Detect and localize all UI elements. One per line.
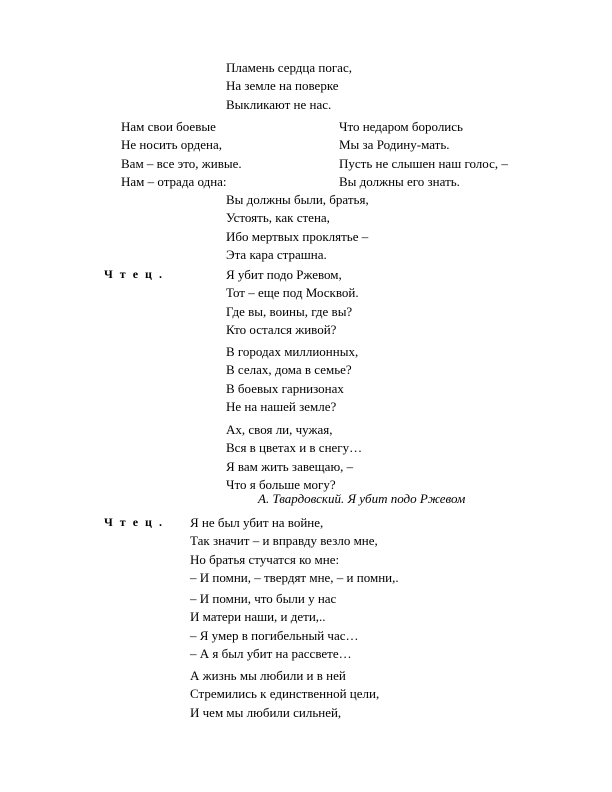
poem-line: Пламень сердца погас, bbox=[226, 60, 352, 75]
poem-line: – И помни, что были у нас bbox=[190, 591, 337, 606]
poem-line: – А я был убит на рассвете… bbox=[190, 646, 352, 662]
poem-line: Пусть не слышен наш голос, – bbox=[339, 155, 508, 171]
stanza-8 bbox=[190, 590, 359, 664]
poem-line: Где вы, воины, где вы? bbox=[226, 303, 353, 319]
poem-line: И матери наши, и дети,.. bbox=[190, 609, 326, 625]
poem-line: Эта кара страшна. bbox=[226, 247, 327, 263]
stanza-4 bbox=[226, 266, 359, 340]
poem-line: – Я умер в погибельный час… bbox=[190, 627, 359, 643]
poem-line: – И помни, – твердят мне, – и помни,. bbox=[190, 570, 399, 586]
poem-line: Тот – еще под Москвой. bbox=[226, 285, 359, 301]
poem-line: Кто остался живой? bbox=[226, 322, 337, 338]
poem-line: Я убит подо Ржевом, bbox=[226, 267, 342, 282]
stanza-2-right bbox=[339, 118, 508, 192]
poem-line: В боевых гарнизонах bbox=[226, 380, 344, 396]
poem-line: Нам свои боевые bbox=[121, 119, 216, 134]
poem-line: Нам – отрада одна: bbox=[121, 174, 227, 190]
poem-line: В селах, дома в семье? bbox=[226, 362, 352, 378]
poem-line: Ибо мертвых проклятье – bbox=[226, 228, 369, 244]
speaker-label: Ч т е ц . bbox=[104, 267, 164, 281]
poem-line: Вы должны были, братья, bbox=[226, 192, 369, 207]
poem-line: Что я больше могу? bbox=[226, 477, 336, 493]
stanza-9 bbox=[190, 667, 379, 722]
poem-line: Вам – все это, живые. bbox=[121, 155, 242, 171]
stanza-1 bbox=[226, 59, 352, 114]
poem-line: Так значит – и вправду везло мне, bbox=[190, 533, 378, 549]
poem-line: Ах, своя ли, чужая, bbox=[226, 422, 333, 437]
speaker-label: Ч т е ц . bbox=[104, 515, 164, 529]
poem-line: На земле на поверке bbox=[226, 78, 339, 94]
poem-line: Вся в цветах и в снегу… bbox=[226, 440, 363, 456]
poem-line: В городах миллионных, bbox=[226, 344, 359, 359]
poem-attribution: А. Твардовский. Я убит подо Ржевом bbox=[258, 491, 466, 506]
poem-line: Выкликают не нас. bbox=[226, 96, 332, 112]
poem-line: Я вам жить завещаю, – bbox=[226, 458, 354, 474]
poem-line: Но братья стучатся ко мне: bbox=[190, 551, 340, 567]
stanza-3 bbox=[226, 191, 369, 265]
stanza-5 bbox=[226, 343, 358, 417]
stanza-7 bbox=[190, 514, 399, 588]
poem-line: Стремились к единственной цели, bbox=[190, 686, 380, 702]
stanza-6 bbox=[226, 421, 362, 495]
poem-line: Я не был убит на войне, bbox=[190, 515, 324, 530]
poem-line: Устоять, как стена, bbox=[226, 210, 330, 226]
poem-line: А жизнь мы любили и в ней bbox=[190, 668, 346, 683]
poem-line: Не носить ордена, bbox=[121, 137, 222, 153]
poem-line: Вы должны его знать. bbox=[339, 174, 460, 190]
poem-line: Что недаром боролись bbox=[339, 119, 463, 134]
poem-line: Мы за Родину-мать. bbox=[339, 137, 450, 153]
stanza-2-left bbox=[121, 118, 242, 192]
poem-line: И чем мы любили сильней, bbox=[190, 704, 342, 720]
poem-line: Не на нашей земле? bbox=[226, 399, 337, 415]
